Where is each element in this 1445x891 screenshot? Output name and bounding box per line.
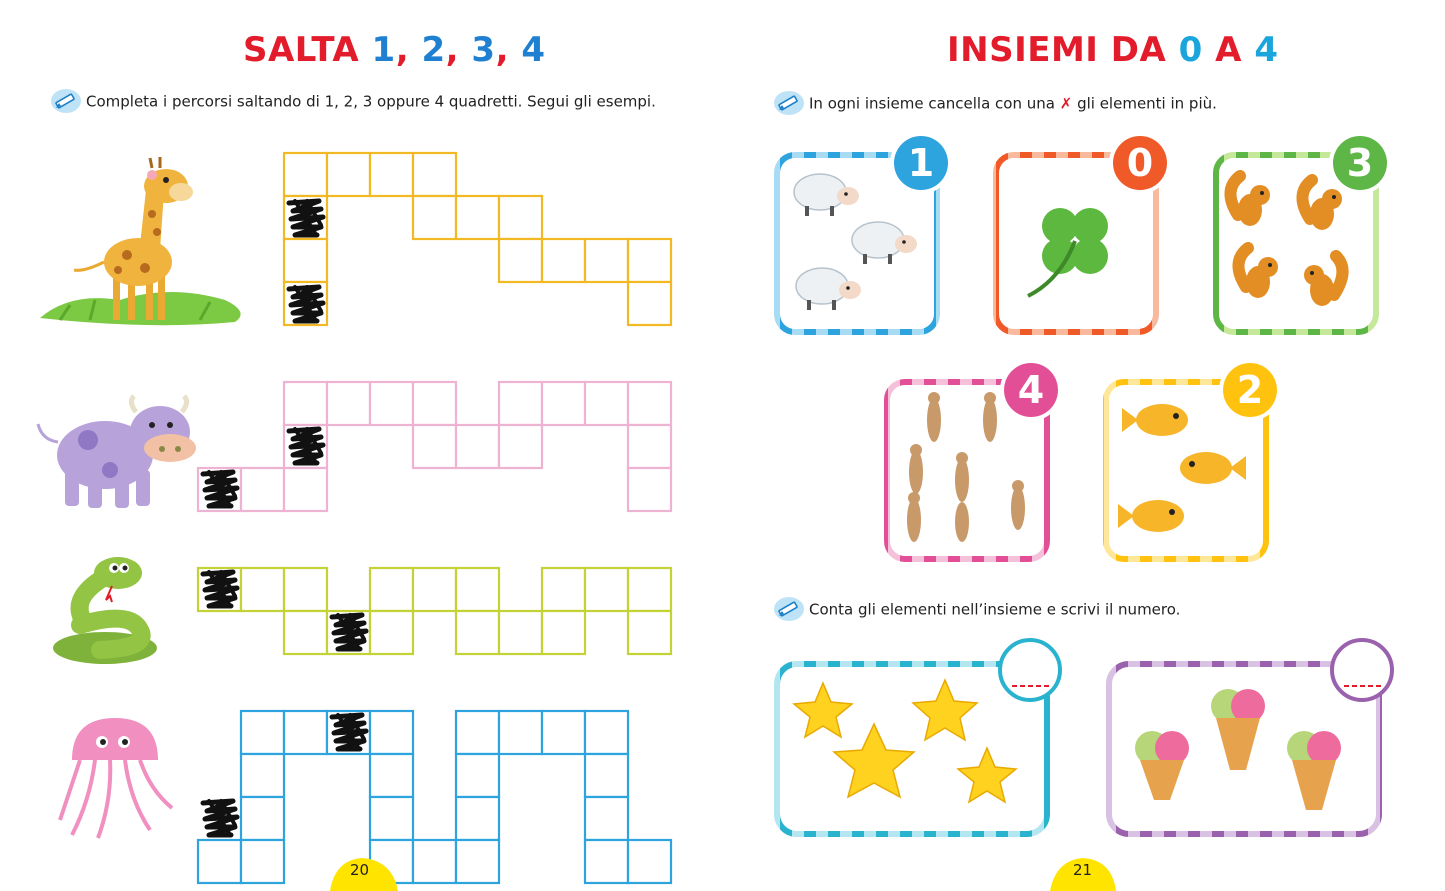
grid-cell[interactable] (456, 754, 499, 797)
grid-cell[interactable] (628, 840, 671, 883)
fish-icon (1122, 404, 1188, 436)
title-text: INSIEMI DA (947, 30, 1179, 70)
grid-cell[interactable] (499, 382, 542, 425)
grid-cell[interactable] (284, 568, 327, 611)
snake-illustration (53, 557, 157, 664)
path-grid-jellyfish[interactable] (198, 711, 671, 883)
grid-cell[interactable] (456, 425, 499, 468)
grid-cell[interactable] (413, 196, 456, 239)
sheep-icon (796, 268, 861, 310)
grid-cell[interactable] (284, 611, 327, 654)
squirrel-icon (1304, 256, 1343, 306)
title-comma: , (445, 30, 472, 70)
grid-cell[interactable] (456, 797, 499, 840)
grid-cell[interactable] (585, 754, 628, 797)
count-set-stars (777, 640, 1060, 834)
grid-cell[interactable] (585, 382, 628, 425)
grid-cell[interactable] (284, 153, 327, 196)
grid-cell[interactable] (628, 611, 671, 654)
grid-cell[interactable] (585, 797, 628, 840)
grid-cell[interactable] (456, 568, 499, 611)
grid-cell[interactable] (628, 282, 671, 325)
title-number-2: 2 (421, 30, 446, 70)
grid-cell[interactable] (241, 711, 284, 754)
grid-cell[interactable] (585, 711, 628, 754)
grid-cell[interactable] (628, 568, 671, 611)
title-comma: , (495, 30, 522, 70)
grid-cell[interactable] (284, 711, 327, 754)
grid-cell[interactable] (284, 468, 327, 511)
star-icon (794, 680, 1016, 802)
fish-icon (1180, 452, 1246, 484)
path-grid-snake[interactable] (198, 568, 671, 654)
grid-cell[interactable] (198, 840, 241, 883)
grid-cell[interactable] (370, 611, 413, 654)
jellyfish-illustration (60, 718, 172, 838)
path-grid-cow[interactable] (198, 382, 671, 511)
ice-cream-icon (1211, 689, 1265, 770)
grid-cell[interactable] (456, 611, 499, 654)
grid-cell[interactable] (241, 840, 284, 883)
grid-cell[interactable] (542, 568, 585, 611)
grid-cell[interactable] (499, 711, 542, 754)
title-text: SALTA (243, 30, 372, 70)
ice-cream-icon (1287, 731, 1341, 810)
grid-cell[interactable] (542, 382, 585, 425)
grid-cell[interactable] (370, 754, 413, 797)
grid-cell[interactable] (456, 840, 499, 883)
grid-cell[interactable] (327, 382, 370, 425)
squirrel-icon (1230, 176, 1270, 226)
grid-cell[interactable] (370, 711, 413, 754)
grid-cell[interactable] (542, 239, 585, 282)
title-number-3: 3 (471, 30, 496, 70)
grid-cell[interactable] (628, 382, 671, 425)
grid-cell[interactable] (413, 153, 456, 196)
title-comma: , (395, 30, 422, 70)
grid-cell[interactable] (456, 711, 499, 754)
set-number-badge: 1 (907, 141, 935, 185)
grid-cell[interactable] (413, 382, 456, 425)
set-number-badge: 2 (1236, 368, 1264, 412)
sheep-icon (852, 222, 917, 264)
grid-cell[interactable] (542, 711, 585, 754)
set-number-badge: 3 (1346, 141, 1374, 185)
grid-cell[interactable] (370, 797, 413, 840)
title-number-4: 4 (1254, 30, 1279, 70)
grid-cell[interactable] (241, 754, 284, 797)
title-number-4: 4 (521, 30, 546, 70)
sheep-icon (794, 174, 859, 216)
ice-cream-icon (1135, 731, 1189, 800)
grid-cell[interactable] (499, 196, 542, 239)
instruction-text: Completa i percorsi saltando di 1, 2, 3 oppure 4 quadretti. Segui gli esempi. (86, 92, 656, 111)
grid-cell[interactable] (413, 425, 456, 468)
grid-cell[interactable] (542, 611, 585, 654)
set-number-badge: 0 (1126, 141, 1154, 185)
grid-cell[interactable] (241, 797, 284, 840)
grid-cell[interactable] (327, 153, 370, 196)
path-grid-giraffe[interactable] (284, 153, 671, 325)
grid-cell[interactable] (456, 196, 499, 239)
grid-cell[interactable] (413, 840, 456, 883)
title-text: A (1202, 30, 1255, 70)
instruction-text: Conta gli elementi nell’insieme e scrivi il numero. (809, 600, 1181, 619)
grid-cell[interactable] (370, 153, 413, 196)
grid-cell[interactable] (370, 568, 413, 611)
grid-cell[interactable] (585, 840, 628, 883)
grid-cell[interactable] (499, 611, 542, 654)
page-number-right: 21 (1073, 861, 1093, 879)
title-number-1: 1 (371, 30, 396, 70)
giraffe-illustration (40, 157, 241, 325)
grid-cell[interactable] (284, 239, 327, 282)
squirrel-icon (1238, 248, 1278, 298)
instruction-text: gli elementi in più. (1072, 94, 1217, 113)
grid-cell[interactable] (628, 425, 671, 468)
cross-mark-icon: ✗ (1059, 94, 1073, 113)
grid-cell[interactable] (628, 468, 671, 511)
grid-cell[interactable] (585, 568, 628, 611)
grid-cell[interactable] (241, 568, 284, 611)
grid-cell[interactable] (413, 568, 456, 611)
set-number-badge: 4 (1017, 368, 1045, 412)
title-number-0: 0 (1178, 30, 1203, 70)
grid-cell[interactable] (499, 425, 542, 468)
grid-cell[interactable] (499, 239, 542, 282)
fish-icon (1118, 500, 1184, 532)
grid-cell[interactable] (585, 239, 628, 282)
clover-icon (1028, 208, 1108, 296)
cow-illustration (38, 396, 196, 508)
page-number-left: 20 (350, 861, 370, 879)
grid-cell[interactable] (241, 468, 284, 511)
grid-cell[interactable] (370, 382, 413, 425)
instruction-text: In ogni insieme cancella con una (809, 94, 1060, 113)
grid-cell[interactable] (628, 239, 671, 282)
grid-cell[interactable] (284, 382, 327, 425)
